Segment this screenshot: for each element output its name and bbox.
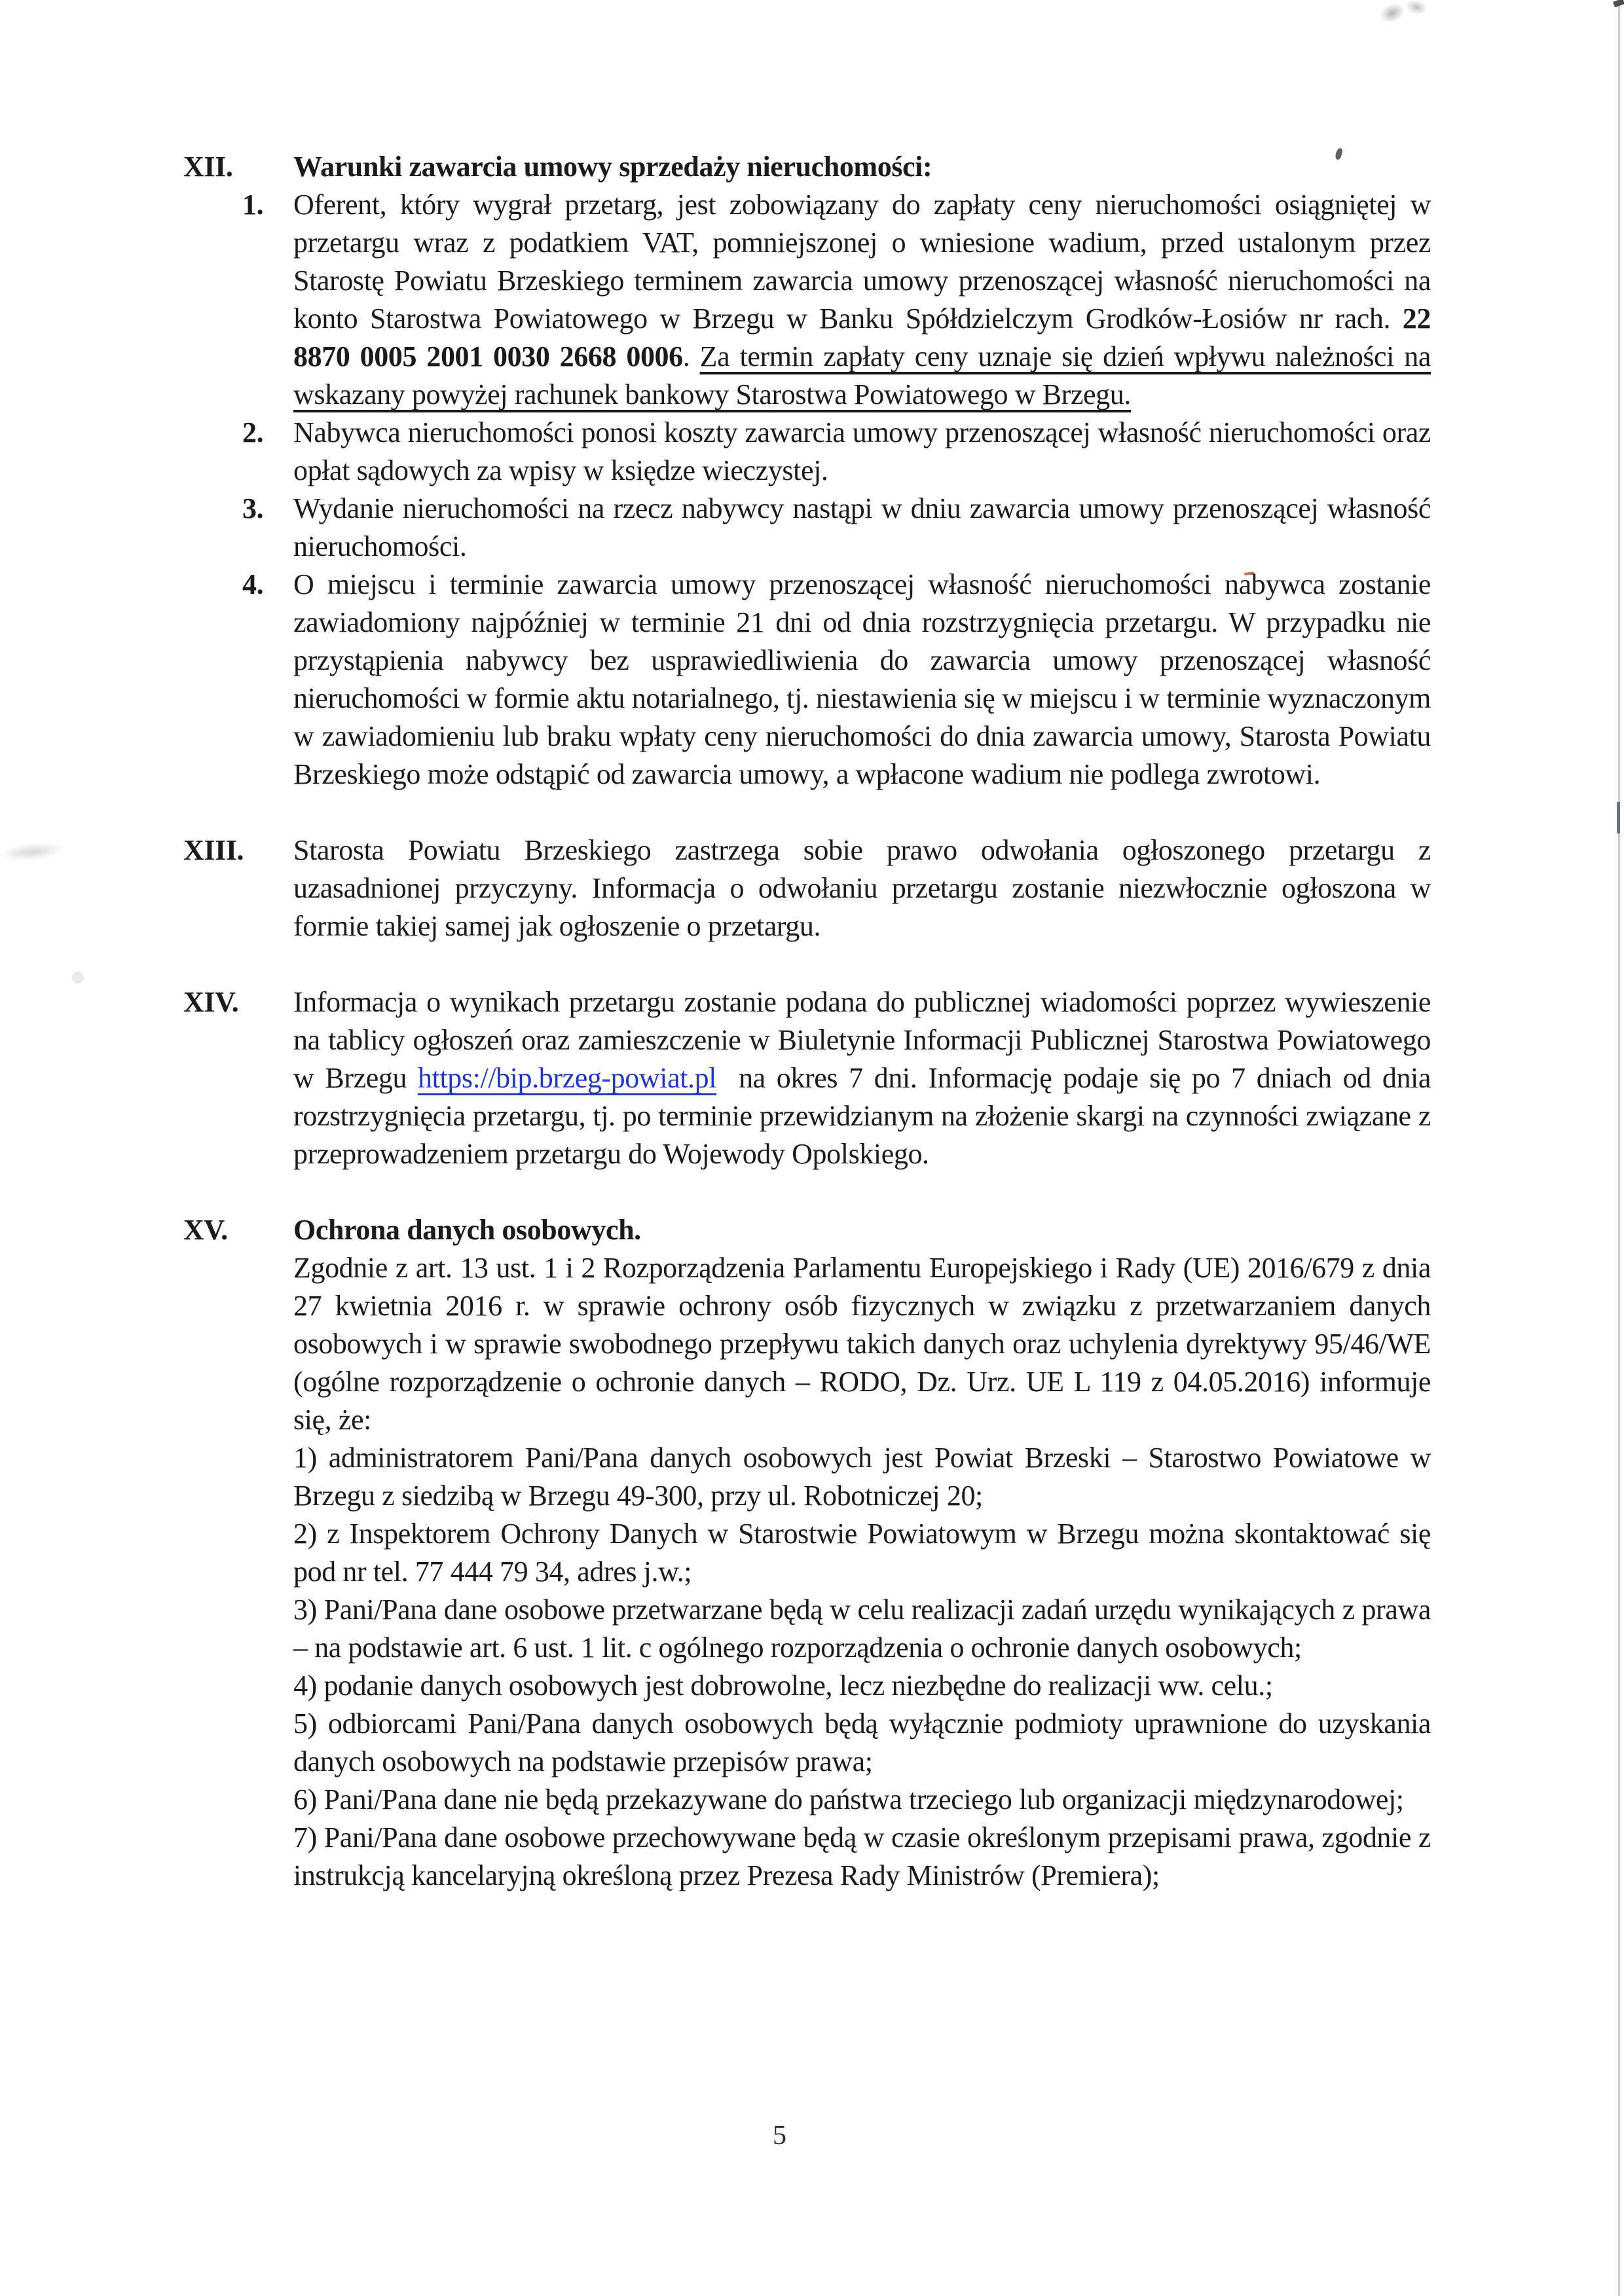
text-run: 3) Pani/Pana dane osobowe przetwarzane będą w celu realizacji zadań urzędu wynikających z prawa – na podstawie art. 6 ust. 1 lit. c ogólnego rozporządzenia o ochronie danych osobowych; — [293, 1594, 1431, 1664]
text-run: Za termin zapłaty ceny uznaje się dzień wpływu należności na wskazany powyżej rachunek bankowy Starostwa Powiatowego w Brzegu. — [293, 340, 1431, 410]
scan-edge-dash-artifact — [1617, 802, 1620, 833]
page-number: 5 — [773, 2121, 786, 2151]
paragraph — [293, 1249, 1431, 1439]
text-run: . — [682, 340, 700, 373]
text-run: Wydanie nieruchomości na rzecz nabywcy nastąpi w dniu zawarcia umowy przenoszącej własność nieruchomości. — [293, 492, 1431, 562]
bip-link[interactable]: https://bip.brzeg-powiat.pl — [418, 1062, 717, 1094]
text-run: 7) Pani/Pana dane osobowe przechowywane będą w czasie określonym przepisami prawa, zgodnie z instrukcją kancelaryjną określoną przez Prezesa Rady Ministrów (Premiera); — [293, 1821, 1431, 1891]
section-xv — [183, 1211, 1431, 1895]
section-numeral: XV. — [183, 1214, 228, 1246]
section-xii — [183, 148, 1431, 793]
section-paragraph — [293, 831, 1431, 945]
item-number: 3. — [242, 492, 264, 524]
text-run: Nabywca nieruchomości ponosi koszty zawarcia umowy przenoszącej własność nieruchomości oraz opłat sądowych za wpisy w księdze wieczystej. — [293, 416, 1431, 486]
section-numeral: XII. — [183, 151, 233, 183]
scan-smudge-artifact — [1, 840, 65, 864]
text-run: Zgodnie z art. 13 ust. 1 i 2 Rozporządzenia Parlamentu Europejskiego i Rady (UE) 2016/679 z dnia 27 kwietnia 2016 r. w sprawie ochrony osób fizycznych w związku z przetwarzaniem danych osobowych i w sprawie swobodnego przepływu takich danych oraz uchylenia dyrektywy 95/46/WE (ogólne rozporządzenie o ochronie danych – RODO, Dz. Urz. UE L 119 z 04.05.2016) informuje się, że: — [293, 1252, 1431, 1436]
item-number: 2. — [242, 416, 264, 448]
section-numeral: XIII. — [183, 834, 244, 866]
section-heading: Warunki zawarcia umowy sprzedaży nieruchomości: — [293, 151, 932, 183]
section-heading: Ochrona danych osobowych. — [293, 1214, 641, 1246]
scan-smudge-artifact — [1376, 0, 1408, 27]
text-run: 4) podanie danych osobowych jest dobrowolne, lecz niezbędne do realizacji ww. celu.; — [293, 1669, 1273, 1702]
item-number: 4. — [242, 568, 264, 600]
section-xiii — [183, 831, 1431, 945]
text-run: Informacja o wynikach przetargu zostanie podana do publicznej wiadomości poprzez wywieszenie na tablicy ogłoszeń oraz zamieszczenie w Biuletynie Informacji Publicznej Starostwa Powiatowego w Brzegu — [293, 986, 1431, 1094]
section-paragraph — [293, 983, 1431, 1173]
text-run: na okres 7 dni. Informację podaje się po 7 dniach od dnia rozstrzygnięcia przetargu, tj. po terminie przewidzianym na złożenie skargi na czynności związane z przeprowadzeniem przetargu do Wojewody Opolskiego. — [293, 1062, 1431, 1170]
section-numeral: XIV. — [183, 986, 239, 1018]
text-run: Starosta Powiatu Brzeskiego zastrzega sobie prawo odwołania ogłoszonego przetargu z uzasadnionej przyczyny. Informacja o odwołaniu przetargu zostanie niezwłocznie ogłoszona w formie takiej samej jak ogłoszenie o przetargu. — [293, 834, 1431, 942]
text-run: 2) z Inspektorem Ochrony Danych w Starostwie Powiatowym w Brzegu można skontaktować się pod nr tel. 77 444 79 34, adres j.w.; — [293, 1518, 1431, 1588]
paragraph — [293, 1667, 1431, 1705]
item-text — [293, 186, 1431, 414]
document-body — [183, 148, 1431, 1895]
item-text — [293, 490, 1431, 566]
item-text — [293, 414, 1431, 490]
paragraph — [293, 1705, 1431, 1781]
paragraph — [293, 1781, 1431, 1819]
item-number: 1. — [242, 189, 264, 221]
item-text — [293, 566, 1431, 793]
text-run: 22 8870 0005 2001 0030 2668 0006 — [293, 302, 1431, 373]
text-run: O miejscu i terminie zawarcia umowy przenoszącej własność nieruchomości nabywca zostanie zawiadomiony najpóźniej w terminie 21 dni od dnia rozstrzygnięcia przetargu. W przypadku nie przystąpienia nabywcy bez usprawiedliwienia do zawarcia umowy przenoszącej własność nieruchomości w formie aktu notarialnego, tj. niestawienia się w miejscu i w terminie wyznaczonym w zawiadomieniu lub braku wpłaty ceny nieruchomości do dnia zawarcia umowy, Starosta Powiatu Brzeskiego może odstąpić od zawarcia umowy, a wpłacone wadium nie podlega zwrotowi. — [293, 568, 1431, 790]
paragraph — [293, 1591, 1431, 1667]
rodo-clauses — [293, 1249, 1431, 1895]
paragraph — [293, 1819, 1431, 1895]
section-xiv — [183, 983, 1431, 1173]
scan-edge-line-artifact — [1618, 0, 1620, 2296]
paragraph — [293, 1515, 1431, 1591]
paragraph — [293, 1439, 1431, 1515]
text-run: 5) odbiorcami Pani/Pana danych osobowych będą wyłącznie podmioty uprawnione do uzyskania danych osobowych na podstawie przepisów prawa; — [293, 1707, 1431, 1777]
text-run: 6) Pani/Pana dane nie będą przekazywane do państwa trzeciego lub organizacji międzynarodowej; — [293, 1783, 1404, 1815]
text-run: 1) administratorem Pani/Pana danych osobowych jest Powiat Brzeski – Starostwo Powiatowe w Brzegu z siedzibą w Brzegu 49-300, przy ul. Robotniczej 20; — [293, 1442, 1431, 1512]
scan-dot-artifact — [72, 972, 84, 983]
text-run: Oferent, który wygrał przetarg, jest zobowiązany do zapłaty ceny nieruchomości osiągniętej w przetargu wraz z podatkiem VAT, pomniejszonej o wniesione wadium, przed ustalonym przez Starostę Powiatu Brzeskiego terminem zawarcia umowy przenoszącej własność nieruchomości na konto Starostwa Powiatowego w Brzegu w Banku Spółdzielczym Grodków-Łosiów nr rach. — [293, 189, 1431, 335]
